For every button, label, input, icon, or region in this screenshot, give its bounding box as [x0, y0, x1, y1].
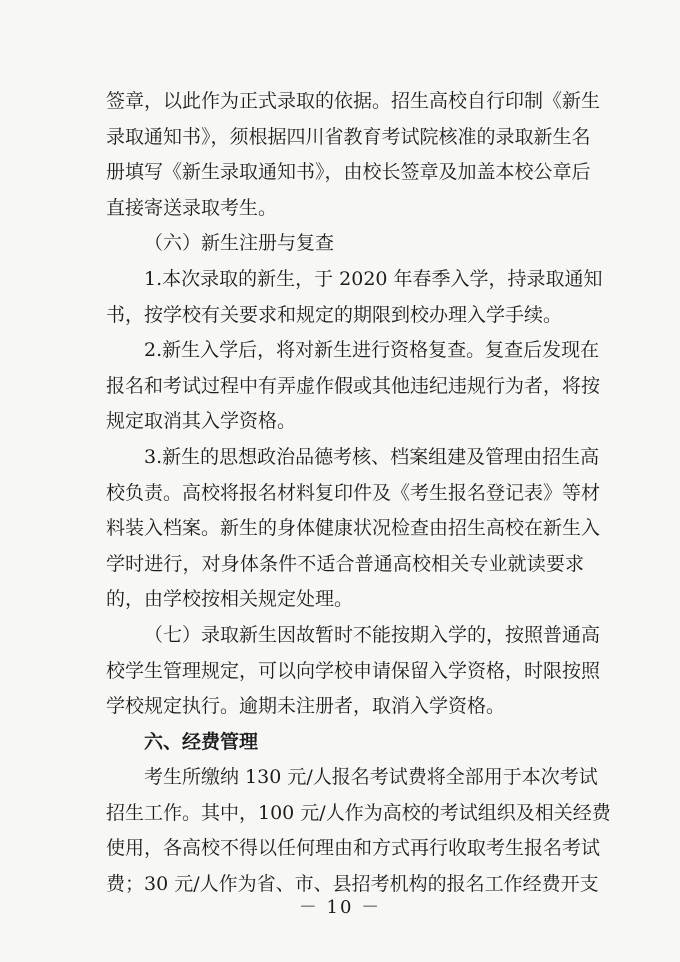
section-heading-six-sub: （六）新生注册与复查	[144, 232, 335, 255]
text-line: 招生工作。其中，100 元/人作为高校的考试组织及相关经费	[106, 801, 611, 824]
text-line: 费；30 元/人作为省、市、县招考机构的报名工作经费开支	[106, 873, 599, 896]
text-line: 校学生管理规定，可以向学校申请保留入学资格，时限按照	[106, 659, 601, 682]
text-line: 学时进行，对身体条件不适合普通高校相关专业就读要求	[106, 552, 584, 575]
text-line: 考生所缴纳 130 元/人报名考试费将全部用于本次考试	[144, 766, 598, 789]
text-line: 使用，各高校不得以任何理由和方式再行收取考生报名考试	[106, 837, 601, 860]
page-number: － 10 －	[298, 897, 382, 918]
text-line: 直接寄送录取考生。	[106, 196, 278, 219]
text-line: 校负责。高校将报名材料复印件及《考生报名登记表》等材	[106, 481, 601, 504]
text-line: 3.新生的思想政治品德考核、档案组建及管理由招生高	[144, 445, 600, 468]
text-line: 料装入档案。新生的身体健康状况检查由招生高校在新生入	[106, 517, 601, 540]
text-line: 签章，以此作为正式录取的依据。招生高校自行印制《新生	[106, 90, 601, 112]
text-line: 学校规定执行。逾期未注册者，取消入学资格。	[106, 695, 506, 718]
text-line: 规定取消其入学资格。	[106, 410, 297, 433]
text-line: 1.本次录取的新生，于 2020 年春季入学，持录取通知	[144, 267, 603, 290]
text-line: 报名和考试过程中有弄虚作假或其他违纪违规行为者，将按	[106, 374, 601, 397]
text-line: 2.新生入学后，将对新生进行资格复查。复查后发现在	[144, 339, 600, 362]
document-body	[106, 84, 611, 903]
section-heading-six: 六、经费管理	[144, 730, 259, 753]
text-line: 录取通知书》，须根据四川省教育考试院核准的录取新生名	[106, 125, 591, 148]
text-line: 书，按学校有关要求和规定的期限到校办理入学手续。	[106, 303, 563, 326]
text-line: （七）录取新生因故暂时不能按期入学的，按照普通高	[144, 623, 601, 646]
text-line: 册填写《新生录取通知书》，由校长签章及加盖本校公章后	[106, 161, 591, 184]
text-line: 的，由学校按相关规定处理。	[106, 588, 354, 611]
